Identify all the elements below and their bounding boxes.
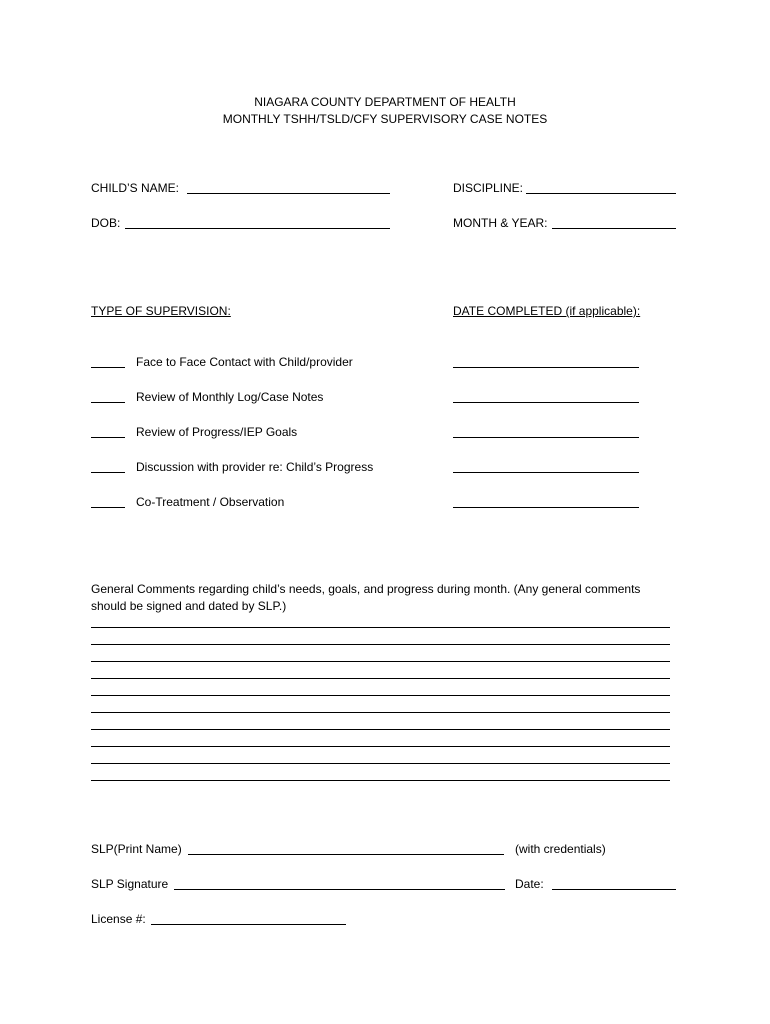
- license-number-field[interactable]: [151, 924, 346, 925]
- discipline-label: DISCIPLINE:: [453, 181, 524, 195]
- comment-line[interactable]: [91, 746, 670, 747]
- form-title-line-1: NIAGARA COUNTY DEPARTMENT OF HEALTH: [254, 95, 516, 109]
- comment-line[interactable]: [91, 729, 670, 730]
- date-completed-heading: DATE COMPLETED (if applicable):: [453, 304, 641, 318]
- supervision-date-field[interactable]: [453, 507, 639, 508]
- comment-line[interactable]: [91, 763, 670, 764]
- supervision-item-label: Discussion with provider re: Child’s Progress: [136, 460, 374, 474]
- supervision-item-label: Review of Monthly Log/Case Notes: [136, 390, 324, 404]
- comment-line[interactable]: [91, 661, 670, 662]
- slp-signature-label: SLP Signature: [91, 877, 169, 891]
- month-year-field[interactable]: [552, 228, 676, 229]
- supervision-check-field[interactable]: [91, 472, 125, 473]
- supervision-date-field[interactable]: [453, 472, 639, 473]
- date-field[interactable]: [552, 889, 676, 890]
- dob-field[interactable]: [125, 228, 390, 229]
- supervision-check-field[interactable]: [91, 507, 125, 508]
- supervision-date-field[interactable]: [453, 437, 639, 438]
- slp-print-name-label: SLP(Print Name): [91, 842, 182, 856]
- comment-line[interactable]: [91, 678, 670, 679]
- comment-line[interactable]: [91, 780, 670, 781]
- month-year-label: MONTH & YEAR:: [453, 216, 548, 230]
- discipline-field[interactable]: [526, 193, 676, 194]
- form-title-line-2: MONTHLY TSHH/TSLD/CFY SUPERVISORY CASE NOTES: [222, 112, 548, 126]
- supervision-check-field[interactable]: [91, 402, 125, 403]
- supervision-item-label: Co-Treatment / Observation: [136, 495, 285, 509]
- date-label: Date:: [515, 877, 544, 891]
- slp-print-name-field[interactable]: [188, 854, 504, 855]
- slp-signature-field[interactable]: [174, 889, 505, 890]
- supervision-item-label: Review of Progress/IEP Goals: [136, 425, 298, 439]
- comment-line[interactable]: [91, 695, 670, 696]
- license-number-label: License #:: [91, 912, 146, 926]
- comment-line[interactable]: [91, 627, 670, 628]
- comment-line[interactable]: [91, 644, 670, 645]
- supervision-check-field[interactable]: [91, 367, 125, 368]
- supervision-date-field[interactable]: [453, 367, 639, 368]
- credentials-note: (with credentials): [515, 842, 606, 856]
- comment-line[interactable]: [91, 712, 670, 713]
- childs-name-label: CHILD’S NAME:: [91, 181, 180, 195]
- dob-label: DOB:: [91, 216, 121, 230]
- type-of-supervision-heading: TYPE OF SUPERVISION:: [91, 304, 231, 318]
- supervision-date-field[interactable]: [453, 402, 639, 403]
- supervision-check-field[interactable]: [91, 437, 125, 438]
- childs-name-field[interactable]: [187, 193, 390, 194]
- supervision-item-label: Face to Face Contact with Child/provider: [136, 355, 353, 369]
- general-comments-instructions: General Comments regarding child’s needs, goals, and progress during month. (Any general comments should be signed and dated by SLP.): [91, 582, 641, 613]
